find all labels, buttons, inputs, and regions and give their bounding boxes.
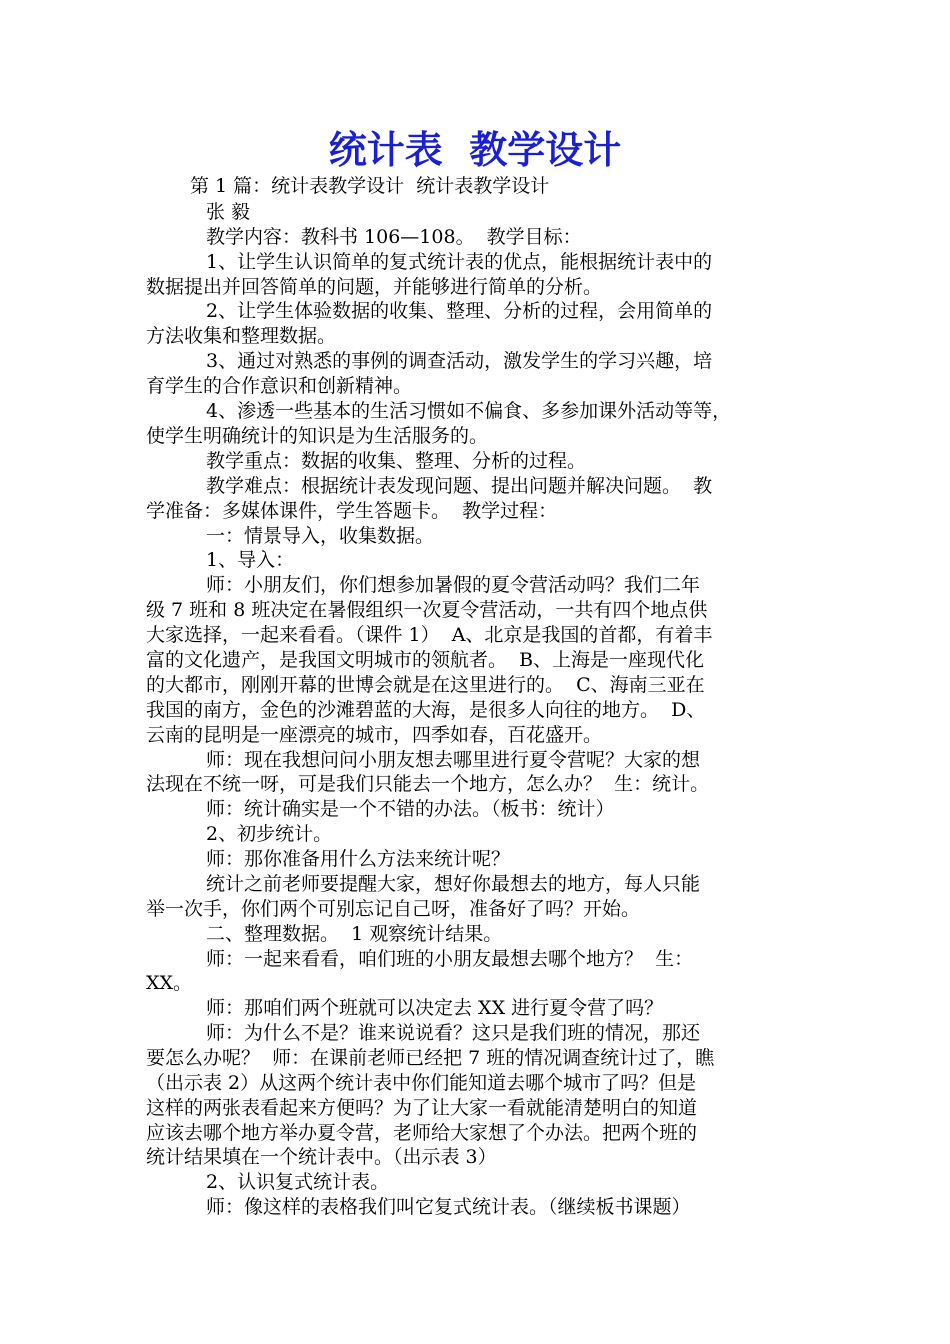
text-line: 我国的南方，金色的沙滩碧蓝的大海，是很多人向往的地方。 D、 [146, 699, 706, 721]
text-line: 数据提出并回答简单的问题，并能够进行简单的分析。 [146, 276, 603, 298]
text-line: 举一次手，你们两个可别忘记自己呀，准备好了吗？开始。 [146, 898, 641, 920]
text-line: 育学生的合作意识和创新精神。 [146, 375, 413, 397]
text-line: 应该去哪个地方举办夏令营，老师给大家想了个办法。把两个班的 [146, 1122, 698, 1144]
text-line: 4、渗透一些基本的生活习惯如不偏食、多参加课外活动等等， [206, 400, 732, 422]
text-line: 张 毅 [206, 201, 251, 223]
text-line: 统计之前老师要提醒大家，想好你最想去的地方，每人只能 [206, 873, 701, 895]
text-line: 师：统计确实是一个不错的办法。（板书：统计） [206, 798, 615, 820]
text-line: 一：情景导入，收集数据。 [206, 525, 435, 547]
text-line: XX。 [146, 972, 193, 994]
text-line: 教学内容：教科书 106—108。 教学目标： [206, 226, 582, 248]
document-title: 统计表 教学设计 [328, 128, 622, 172]
text-line: 这样的两张表看起来方便吗？为了让大家一看就能清楚明白的知道 [146, 1097, 698, 1119]
text-line: 二、整理数据。 1 观察统计结果。 [206, 923, 503, 945]
text-line: 教学难点：根据统计表发现问题、提出问题并解决问题。 教 [206, 475, 713, 497]
text-line: 教学重点：数据的收集、整理、分析的过程。 [206, 450, 587, 472]
text-line: 的大都市，刚刚开幕的世博会就是在这里进行的。 C、海南三亚在 [146, 674, 705, 696]
text-line: 富的文化遗产，是我国文明城市的领航者。 B、上海是一座现代化 [146, 649, 705, 671]
text-line: 2、初步统计。 [206, 823, 333, 845]
text-line: 第 1 篇：统计表教学设计 统计表教学设计 [190, 175, 550, 197]
text-line: 师：现在我想问问小朋友想去哪里进行夏令营呢？大家的想 [206, 749, 701, 771]
text-line: 师：像这样的表格我们叫它复式统计表。（继续板书课题） [206, 1196, 691, 1218]
text-line: 级 7 班和 8 班决定在暑假组织一次夏令营活动，一共有四个地点供 [146, 599, 708, 621]
text-line: 2、让学生体验数据的收集、整理、分析的过程，会用简单的 [206, 300, 713, 322]
text-line: 3、通过对熟悉的事例的调查活动，激发学生的学习兴趣，培 [206, 350, 713, 372]
text-line: 1、导入： [206, 549, 295, 571]
text-line: 法现在不统一呀，可是我们只能去一个地方，怎么办？ 生：统计。 [146, 773, 710, 795]
text-line: 师：为什么不是？谁来说说看？这只是我们班的情况，那还 [206, 1022, 701, 1044]
text-line: 1、让学生认识简单的复式统计表的优点，能根据统计表中的 [206, 251, 713, 273]
text-line: 大家选择，一起来看看。（课件 1） A、北京是我国的首都，有着丰 [146, 624, 713, 646]
text-line: 师：小朋友们，你们想参加暑假的夏令营活动吗？我们二年 [206, 574, 701, 596]
text-line: 要怎么办呢？ 师：在课前老师已经把 7 班的情况调查统计过了，瞧 [146, 1047, 715, 1069]
text-line: 师：那咱们两个班就可以决定去 XX 进行夏令营了吗？ [206, 997, 664, 1019]
text-line: （出示表 2）从这两个统计表中你们能知道去哪个城市了吗？但是 [146, 1072, 697, 1094]
text-line: 2、认识复式统计表。 [206, 1171, 390, 1193]
text-line: 统计结果填在一个统计表中。（出示表 3） [146, 1146, 497, 1168]
text-line: 方法收集和整理数据。 [146, 325, 337, 347]
text-line: 学准备：多媒体课件，学生答题卡。 教学过程： [146, 500, 558, 522]
text-line: 师：一起来看看，咱们班的小朋友最想去哪个地方？ 生： [206, 948, 694, 970]
text-line: 师：那你准备用什么方法来统计呢？ [206, 848, 511, 870]
text-line: 云南的昆明是一座漂亮的城市，四季如春，百花盛开。 [146, 724, 603, 746]
text-line: 使学生明确统计的知识是为生活服务的。 [146, 425, 489, 447]
